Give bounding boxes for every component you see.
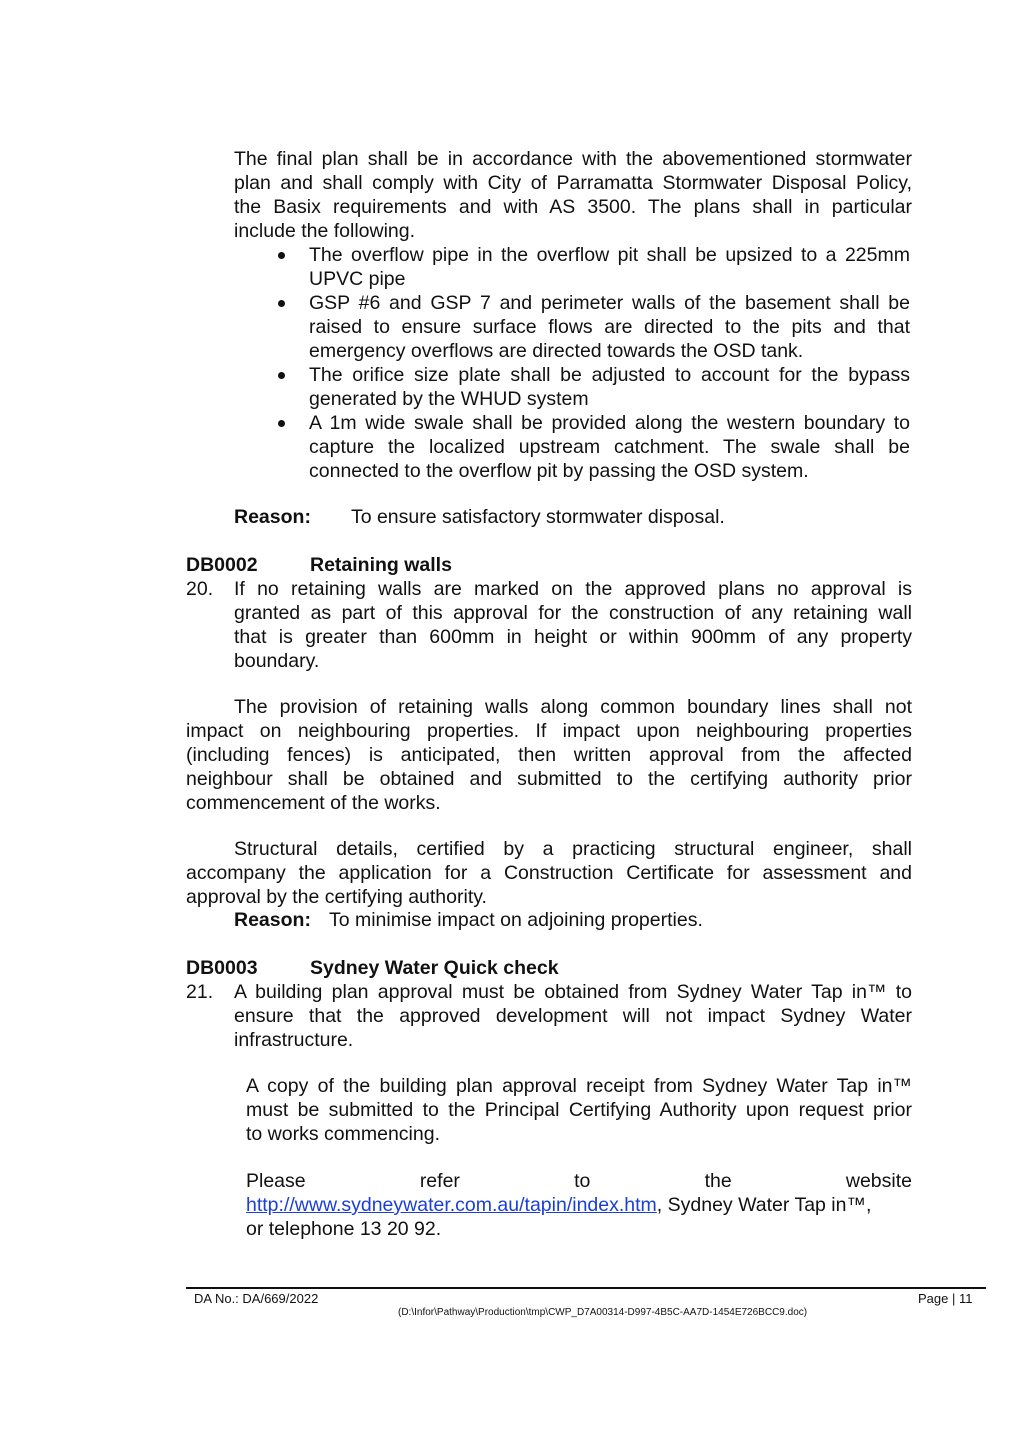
- text-line: emergency overflows are directed towards the OSD tank.: [309, 340, 804, 362]
- reason-line: [234, 908, 912, 932]
- condition-number: 21.: [186, 981, 214, 1003]
- text-line: capture the localized upstream catchment. The swale shall be: [309, 436, 910, 458]
- section-title: Retaining walls: [310, 554, 452, 576]
- condition-paragraph: [186, 695, 912, 815]
- condition-paragraph: [234, 577, 912, 673]
- text-line: The overflow pipe in the overflow pit shall be upsized to a 225mm: [309, 244, 910, 266]
- requirements-list: [270, 243, 910, 483]
- text-line: GSP #6 and GSP 7 and perimeter walls of the basement shall be: [309, 292, 910, 314]
- text-line: approval by the certifying authority.: [186, 886, 487, 908]
- text-line: The orifice size plate shall be adjusted to account for the bypass: [309, 364, 910, 386]
- text-line: Structural details, certified by a practicing structural engineer, shall: [234, 838, 912, 860]
- reason-line: [234, 505, 912, 529]
- footer-divider: [186, 1287, 986, 1289]
- text-line: [246, 1193, 912, 1217]
- section-title: Sydney Water Quick check: [310, 957, 559, 979]
- text-line: infrastructure.: [234, 1029, 354, 1051]
- text-line: must be submitted to the Principal Certifying Authority upon request prior: [246, 1099, 912, 1121]
- list-item: [270, 363, 910, 411]
- text-line: The final plan shall be in accordance with the abovementioned stormwater: [234, 148, 912, 170]
- text-line: (including fences) is anticipated, then written approval from the affected: [186, 744, 912, 766]
- text-line: generated by the WHUD system: [309, 388, 589, 410]
- word: to: [574, 1170, 591, 1192]
- list-item: [270, 411, 910, 483]
- reason-text: To minimise impact on adjoining properties.: [328, 909, 703, 931]
- list-item: [270, 243, 910, 291]
- text-line: A copy of the building plan approval receipt from Sydney Water Tap in™: [246, 1075, 912, 1097]
- sydney-water-link[interactable]: http://www.sydneywater.com.au/tapin/index.htm: [246, 1194, 657, 1216]
- intro-paragraph: [234, 147, 912, 243]
- document-path: (D:\Infor\Pathway\Production\tmp\CWP_D7A00314-D997-4B5C-AA7D-1454E726BCC9.doc): [398, 1307, 808, 1318]
- word: Please: [246, 1170, 306, 1192]
- text-fragment: , Sydney Water Tap in™,: [656, 1194, 872, 1216]
- text-line: include the following.: [234, 220, 416, 242]
- text-line: plan and shall comply with City of Parramatta Stormwater Disposal Policy,: [234, 172, 912, 194]
- text-line: A building plan approval must be obtained from Sydney Water Tap in™ to: [234, 981, 912, 1003]
- word: refer: [419, 1170, 460, 1192]
- word: website: [845, 1170, 912, 1192]
- text-line: granted as part of this approval for the construction of any retaining wall: [234, 602, 912, 624]
- text-line: ensure that the approved development will not impact Sydney Water: [234, 1005, 912, 1027]
- text-line: to works commencing.: [246, 1123, 440, 1145]
- bullet-icon: [278, 252, 285, 259]
- text-line: UPVC pipe: [309, 268, 406, 290]
- text-line: raised to ensure surface flows are directed to the pits and that: [309, 316, 910, 338]
- text-line: that is greater than 600mm in height or within 900mm of any property: [234, 626, 912, 648]
- condition-paragraph: [246, 1074, 912, 1146]
- list-item: [270, 291, 910, 363]
- text-line: commencement of the works.: [186, 792, 441, 814]
- condition-paragraph: [246, 1169, 912, 1241]
- text-line: impact on neighbouring properties. If impact upon neighbouring properties: [186, 720, 912, 742]
- section-code: DB0003: [186, 957, 258, 979]
- text-line: If no retaining walls are marked on the approved plans no approval is: [234, 578, 912, 600]
- text-line: connected to the overflow pit by passing the OSD system.: [309, 460, 809, 482]
- bullet-icon: [278, 372, 285, 379]
- bullet-icon: [278, 420, 285, 427]
- page-number: Page | 11: [918, 1291, 973, 1306]
- reason-label: Reason:: [234, 506, 311, 528]
- text-line: [246, 1169, 912, 1193]
- text-line: boundary.: [234, 650, 320, 672]
- section-code: DB0002: [186, 554, 258, 576]
- text-line: the Basix requirements and with AS 3500. The plans shall in particular: [234, 196, 912, 218]
- bullet-icon: [278, 300, 285, 307]
- word: the: [704, 1170, 732, 1192]
- text-line: or telephone 13 20 92.: [246, 1218, 442, 1240]
- condition-number: 20.: [186, 578, 214, 600]
- reason-text: To ensure satisfactory stormwater disposal.: [350, 506, 725, 528]
- text-line: neighbour shall be obtained and submitted to the certifying authority prior: [186, 768, 912, 790]
- text-line: accompany the application for a Construction Certificate for assessment and: [186, 862, 912, 884]
- reason-label: Reason:: [234, 909, 311, 931]
- condition-paragraph: [186, 837, 912, 909]
- da-number: DA No.: DA/669/2022: [194, 1291, 319, 1306]
- text-line: A 1m wide swale shall be provided along the western boundary to: [309, 412, 910, 434]
- condition-paragraph: [234, 980, 912, 1052]
- text-line: The provision of retaining walls along common boundary lines shall not: [234, 696, 912, 718]
